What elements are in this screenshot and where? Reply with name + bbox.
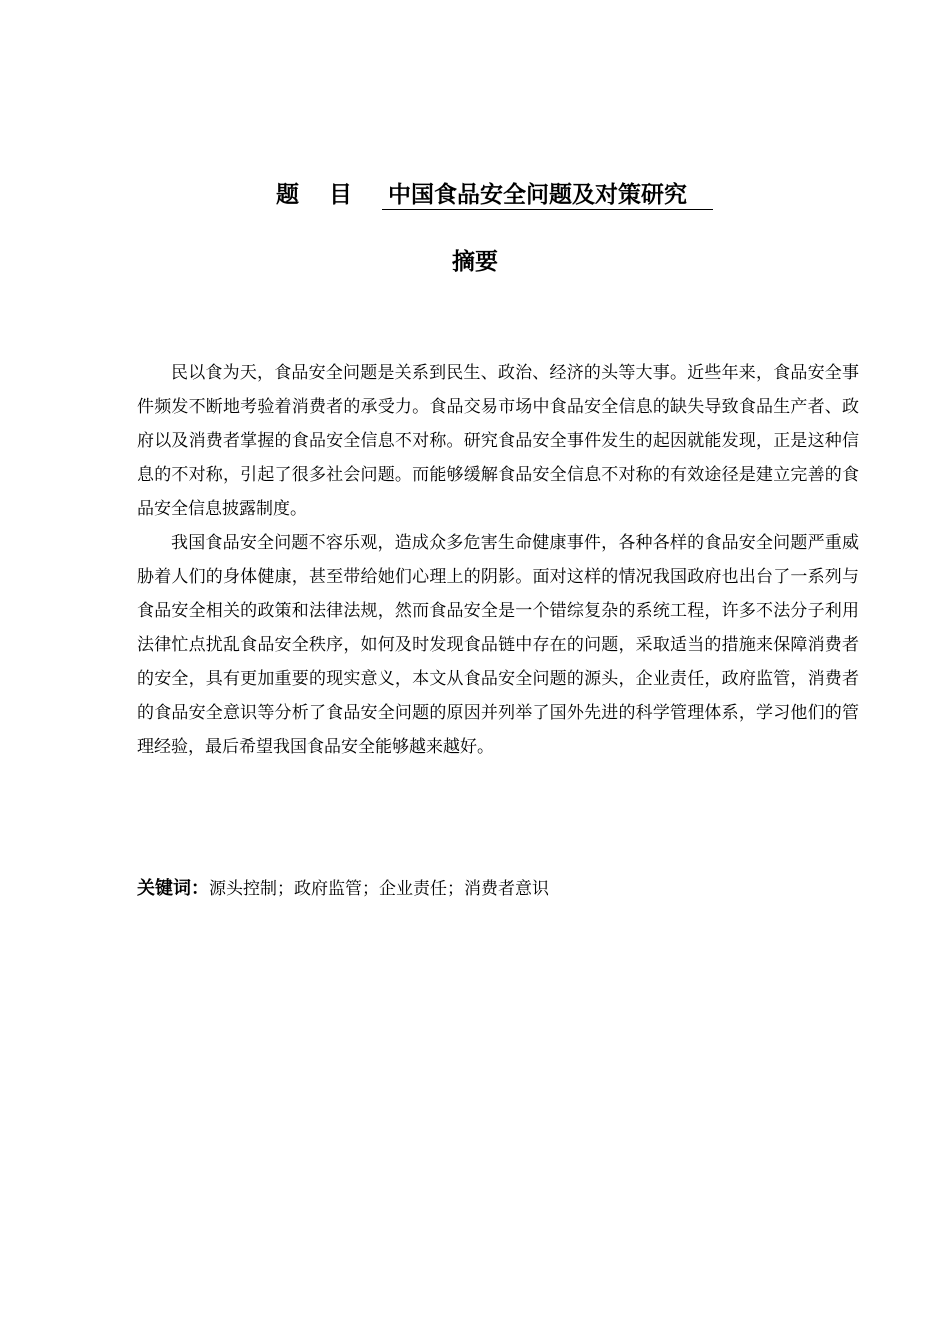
title-label: 题目 [276, 181, 382, 208]
document-title: 中国食品安全问题及对策研究 [382, 181, 713, 210]
document-title-line [276, 178, 746, 212]
abstract-paragraph: 我国食品安全问题不容乐观，造成众多危害生命健康事件，各种各样的食品安全问题严重威胁着人们的身体健康，甚至带给她们心理上的阴影。面对这样的情况我国政府也出台了一系列与食品安全相关的政策和法律法规，然而食品安全是一个错综复杂的系统工程，许多不法分子利用法律忙点扰乱食品安全秩序，如何及时发现食品链中存在的问题，采取适当的措施来保障消费者的安全，具有更加重要的现实意义，本文从食品安全问题的源头，企业责任，政府监管，消费者的食品安全意识等分析了食品安全问题的原因并列举了国外先进的科学管理体系，学习他们的管理经验，最后希望我国食品安全能够越来越好。 [137, 533, 859, 757]
abstract-body [137, 356, 859, 764]
keywords-line [137, 873, 859, 905]
keywords-label: 关键词： [137, 878, 209, 899]
abstract-paragraph: 民以食为天，食品安全问题是关系到民生、政治、经济的头等大事。近些年来，食品安全事件频发不断地考验着消费者的承受力。食品交易市场中食品安全信息的缺失导致食品生产者、政府以及消费者掌握的食品安全信息不对称。研究食品安全事件发生的起因就能发现，正是这种信息的不对称，引起了很多社会问题。而能够缓解食品安全信息不对称的有效途径是建立完善的食品安全信息披露制度。 [137, 363, 859, 519]
keywords-text: 源头控制；政府监管；企业责任；消费者意识 [209, 879, 549, 899]
abstract-heading: 摘要 [452, 249, 498, 275]
